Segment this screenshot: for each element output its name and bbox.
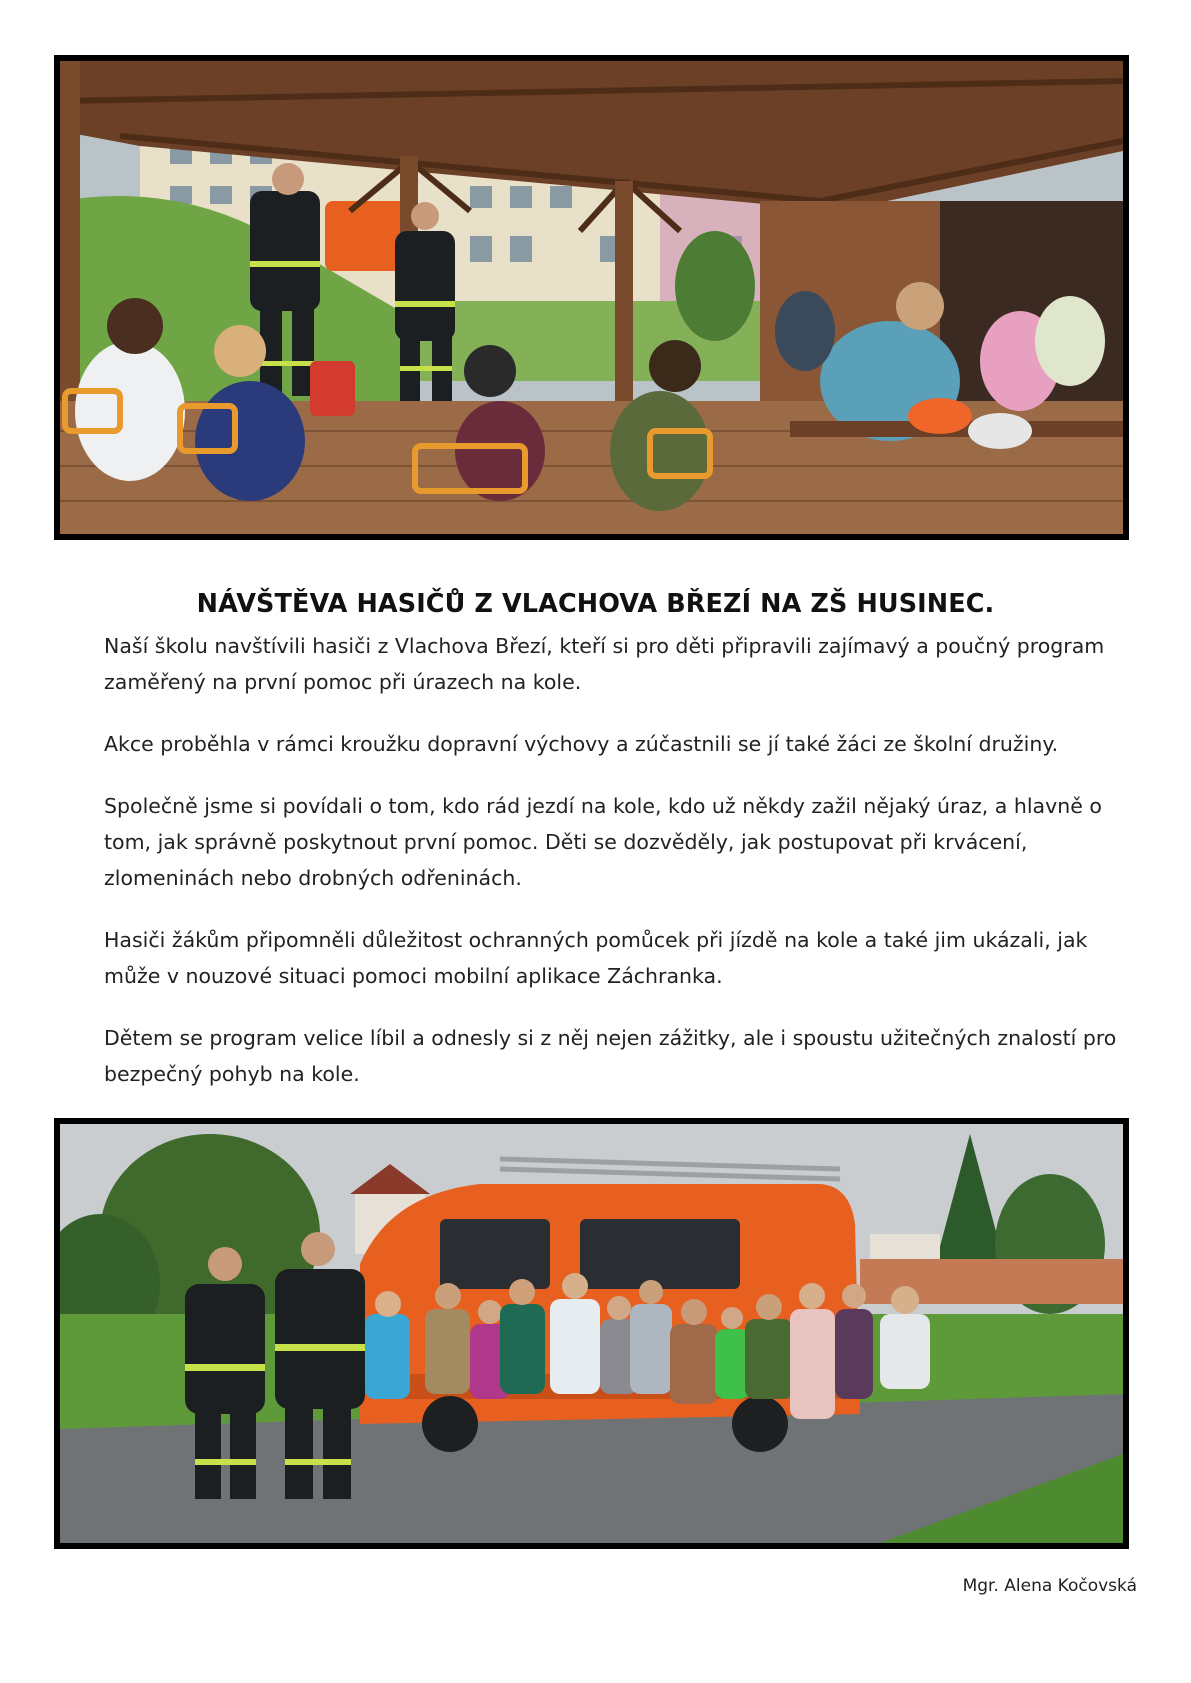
article-body (104, 628, 1144, 1118)
author-signature: Mgr. Alena Kočovská (962, 1576, 1137, 1596)
paragraph-3: Společně jsme si povídali o tom, kdo rád jezdí na kole, kdo už někdy zažil nějaký úraz, a hlavně o tom, jak správně poskytnout první pomoc. Děti se dozvěděly, jak postupovat při krvácení, zlomeninách nebo drobných odřeninách. (104, 794, 1102, 890)
article-title: NÁVŠTĚVA HASIČŮ Z VLACHOVA BŘEZÍ NA ZŠ HUSINEC. (196, 589, 995, 620)
paragraph-2: Akce proběhla v rámci kroužku dopravní výchovy a zúčastnili se jí také žáci ze školní družiny. (104, 732, 1059, 756)
paragraph-1: Naší školu navštívili hasiči z Vlachova Březí, kteří si pro děti připravili zajímavý a poučný program zaměřený na první pomoc při úrazech na kole. (104, 634, 1105, 694)
photo-firefighters-gazebo (54, 55, 1129, 540)
photo-group-with-van (54, 1118, 1129, 1549)
paragraph-4: Hasiči žákům připomněli důležitost ochranných pomůcek při jízdě na kole a také jim ukázali, jak může v nouzové situaci pomoci mobilní aplikace Záchranka. (104, 928, 1088, 988)
paragraph-5: Dětem se program velice líbil a odnesly si z něj nejen zážitky, ale i spoustu užitečných znalostí pro bezpečný pohyb na kole. (104, 1026, 1117, 1086)
gazebo-photo-illustration (60, 61, 1123, 534)
van-photo-illustration (60, 1124, 1123, 1543)
